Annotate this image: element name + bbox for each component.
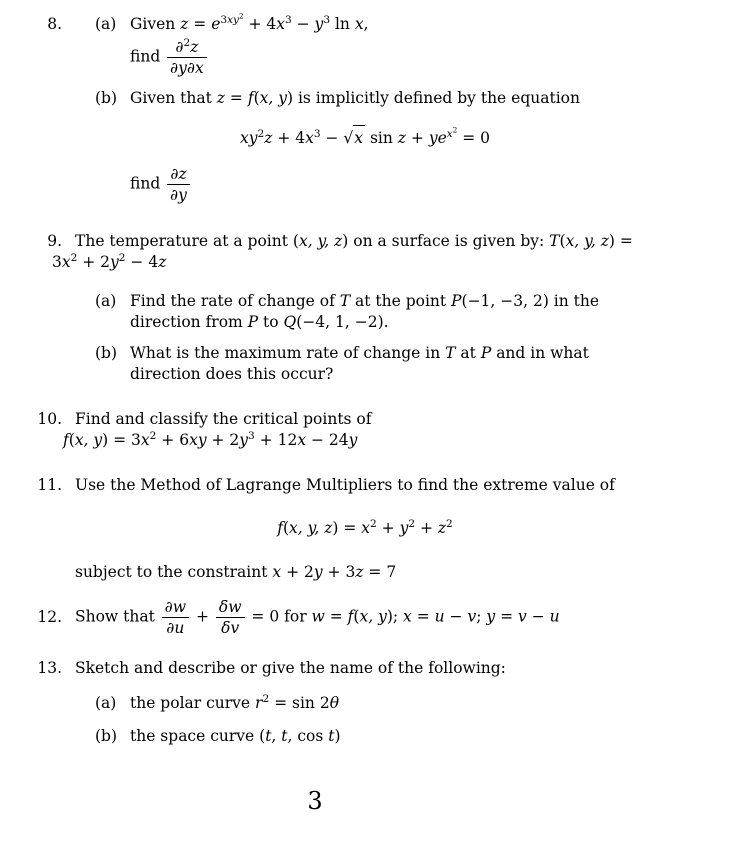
problem-9b-line2: direction does this occur? bbox=[130, 365, 334, 383]
problem-10-line1: Find and classify the critical points of bbox=[75, 410, 372, 428]
problem-10-number: 10. bbox=[37, 410, 62, 428]
problem-11-equation: f(x, y, $z) = x^2 + y^2 + z^2$ bbox=[277, 517, 453, 537]
problem-8-body bbox=[62, 11, 752, 205]
problem-11-constraint: subject to the constraint x + 2y + 3z = 7 bbox=[75, 563, 397, 581]
problem-9 bbox=[0, 231, 752, 385]
problem-13a-text bbox=[130, 693, 752, 714]
problem-10 bbox=[0, 409, 752, 451]
problem-8b-find: find $\frac{\partial z}{\partial y}$ bbox=[130, 164, 752, 205]
problem-8b-text bbox=[130, 88, 752, 109]
problem-13a-label: (a) bbox=[95, 694, 117, 712]
problem-10-body bbox=[62, 409, 752, 451]
problem-12-number: 12. bbox=[37, 608, 62, 626]
problem-9a-label: (a) bbox=[95, 292, 117, 310]
problem-9-part-a bbox=[75, 291, 752, 333]
problem-13-part-b bbox=[75, 726, 752, 747]
problem-8-part-b bbox=[75, 88, 752, 109]
problem-9b-text bbox=[130, 343, 752, 385]
problem-13-body bbox=[62, 658, 752, 747]
problem-10-line2: f(x, $y) = 3x^2 + 6xy + 2y^3 + 12x - 24y$ bbox=[63, 429, 358, 449]
problem-13-part-a bbox=[75, 693, 752, 714]
problem-9a-line1: Find the rate of change of T at the point P(−1, −3, 2) in the bbox=[130, 292, 600, 310]
problem-8b-label: (b) bbox=[95, 89, 118, 107]
problem-11 bbox=[0, 475, 752, 583]
problem-9b-label: (b) bbox=[95, 344, 118, 362]
problem-8b-intro: Given that z = f(x, y) is implicitly defined by the equation bbox=[130, 89, 580, 107]
problem-11-number: 11. bbox=[37, 476, 62, 494]
problem-12 bbox=[0, 597, 752, 638]
problem-9-part-b bbox=[75, 343, 752, 385]
problem-8-part-a bbox=[75, 11, 752, 78]
page-number: 3 bbox=[307, 787, 323, 815]
problem-13-line1: Sketch and describe or give the name of the following: bbox=[75, 659, 506, 677]
problem-9-intro-line1: The temperature at a point (x, y, z) on a surface is given by: T(x, y, z) = bbox=[75, 232, 633, 250]
problem-9-intro-line2: $3x^2 + 2y^2 - 4z$ bbox=[52, 251, 167, 271]
problem-8a-given: Given $z = e^{3xy^2} + 4x^3 - y^3$ ln x, bbox=[130, 11, 369, 33]
problem-13b-label: (b) bbox=[95, 727, 118, 745]
problem-12-body bbox=[62, 597, 752, 638]
problem-9a-line2: direction from P to Q(−4, 1, −2). bbox=[130, 313, 389, 331]
problem-9-number: 9. bbox=[47, 232, 62, 250]
problem-9b-line1: What is the maximum rate of change in T at P and in what bbox=[130, 344, 589, 362]
problem-8a-text bbox=[130, 11, 752, 78]
problem-8b-equation: $xy^2z + 4x^3 - √x$ $\sin z + ye^{x^2} = 0$ bbox=[0, 125, 730, 150]
problem-8-number: 8. bbox=[47, 15, 62, 33]
problem-8a-label: (a) bbox=[95, 15, 117, 33]
problem-8 bbox=[0, 11, 752, 205]
problem-13a-line: the polar curve $r^2 = \sin 2\theta$ bbox=[130, 692, 340, 712]
problem-13b-text bbox=[130, 726, 752, 747]
problem-11-body bbox=[62, 475, 752, 583]
problem-13 bbox=[0, 658, 752, 747]
problem-9a-text bbox=[130, 291, 752, 333]
problem-8a-find: find $\frac{\partial^2z}{\partial y\partial x}$ bbox=[130, 37, 752, 78]
problem-12-line: Show that $\frac{\partial w}{\partial u}$ + $\frac{\delta w}{\delta v}$ = 0 for w = f(x, y); x = u − v; y = v − u bbox=[75, 598, 560, 637]
problem-9-body bbox=[52, 231, 752, 385]
problem-13-number: 13. bbox=[37, 659, 62, 677]
problem-11-line1: Use the Method of Lagrange Multipliers to find the extreme value of bbox=[75, 476, 615, 494]
problem-13b-line: the space curve (t, t, cos t) bbox=[130, 727, 341, 745]
